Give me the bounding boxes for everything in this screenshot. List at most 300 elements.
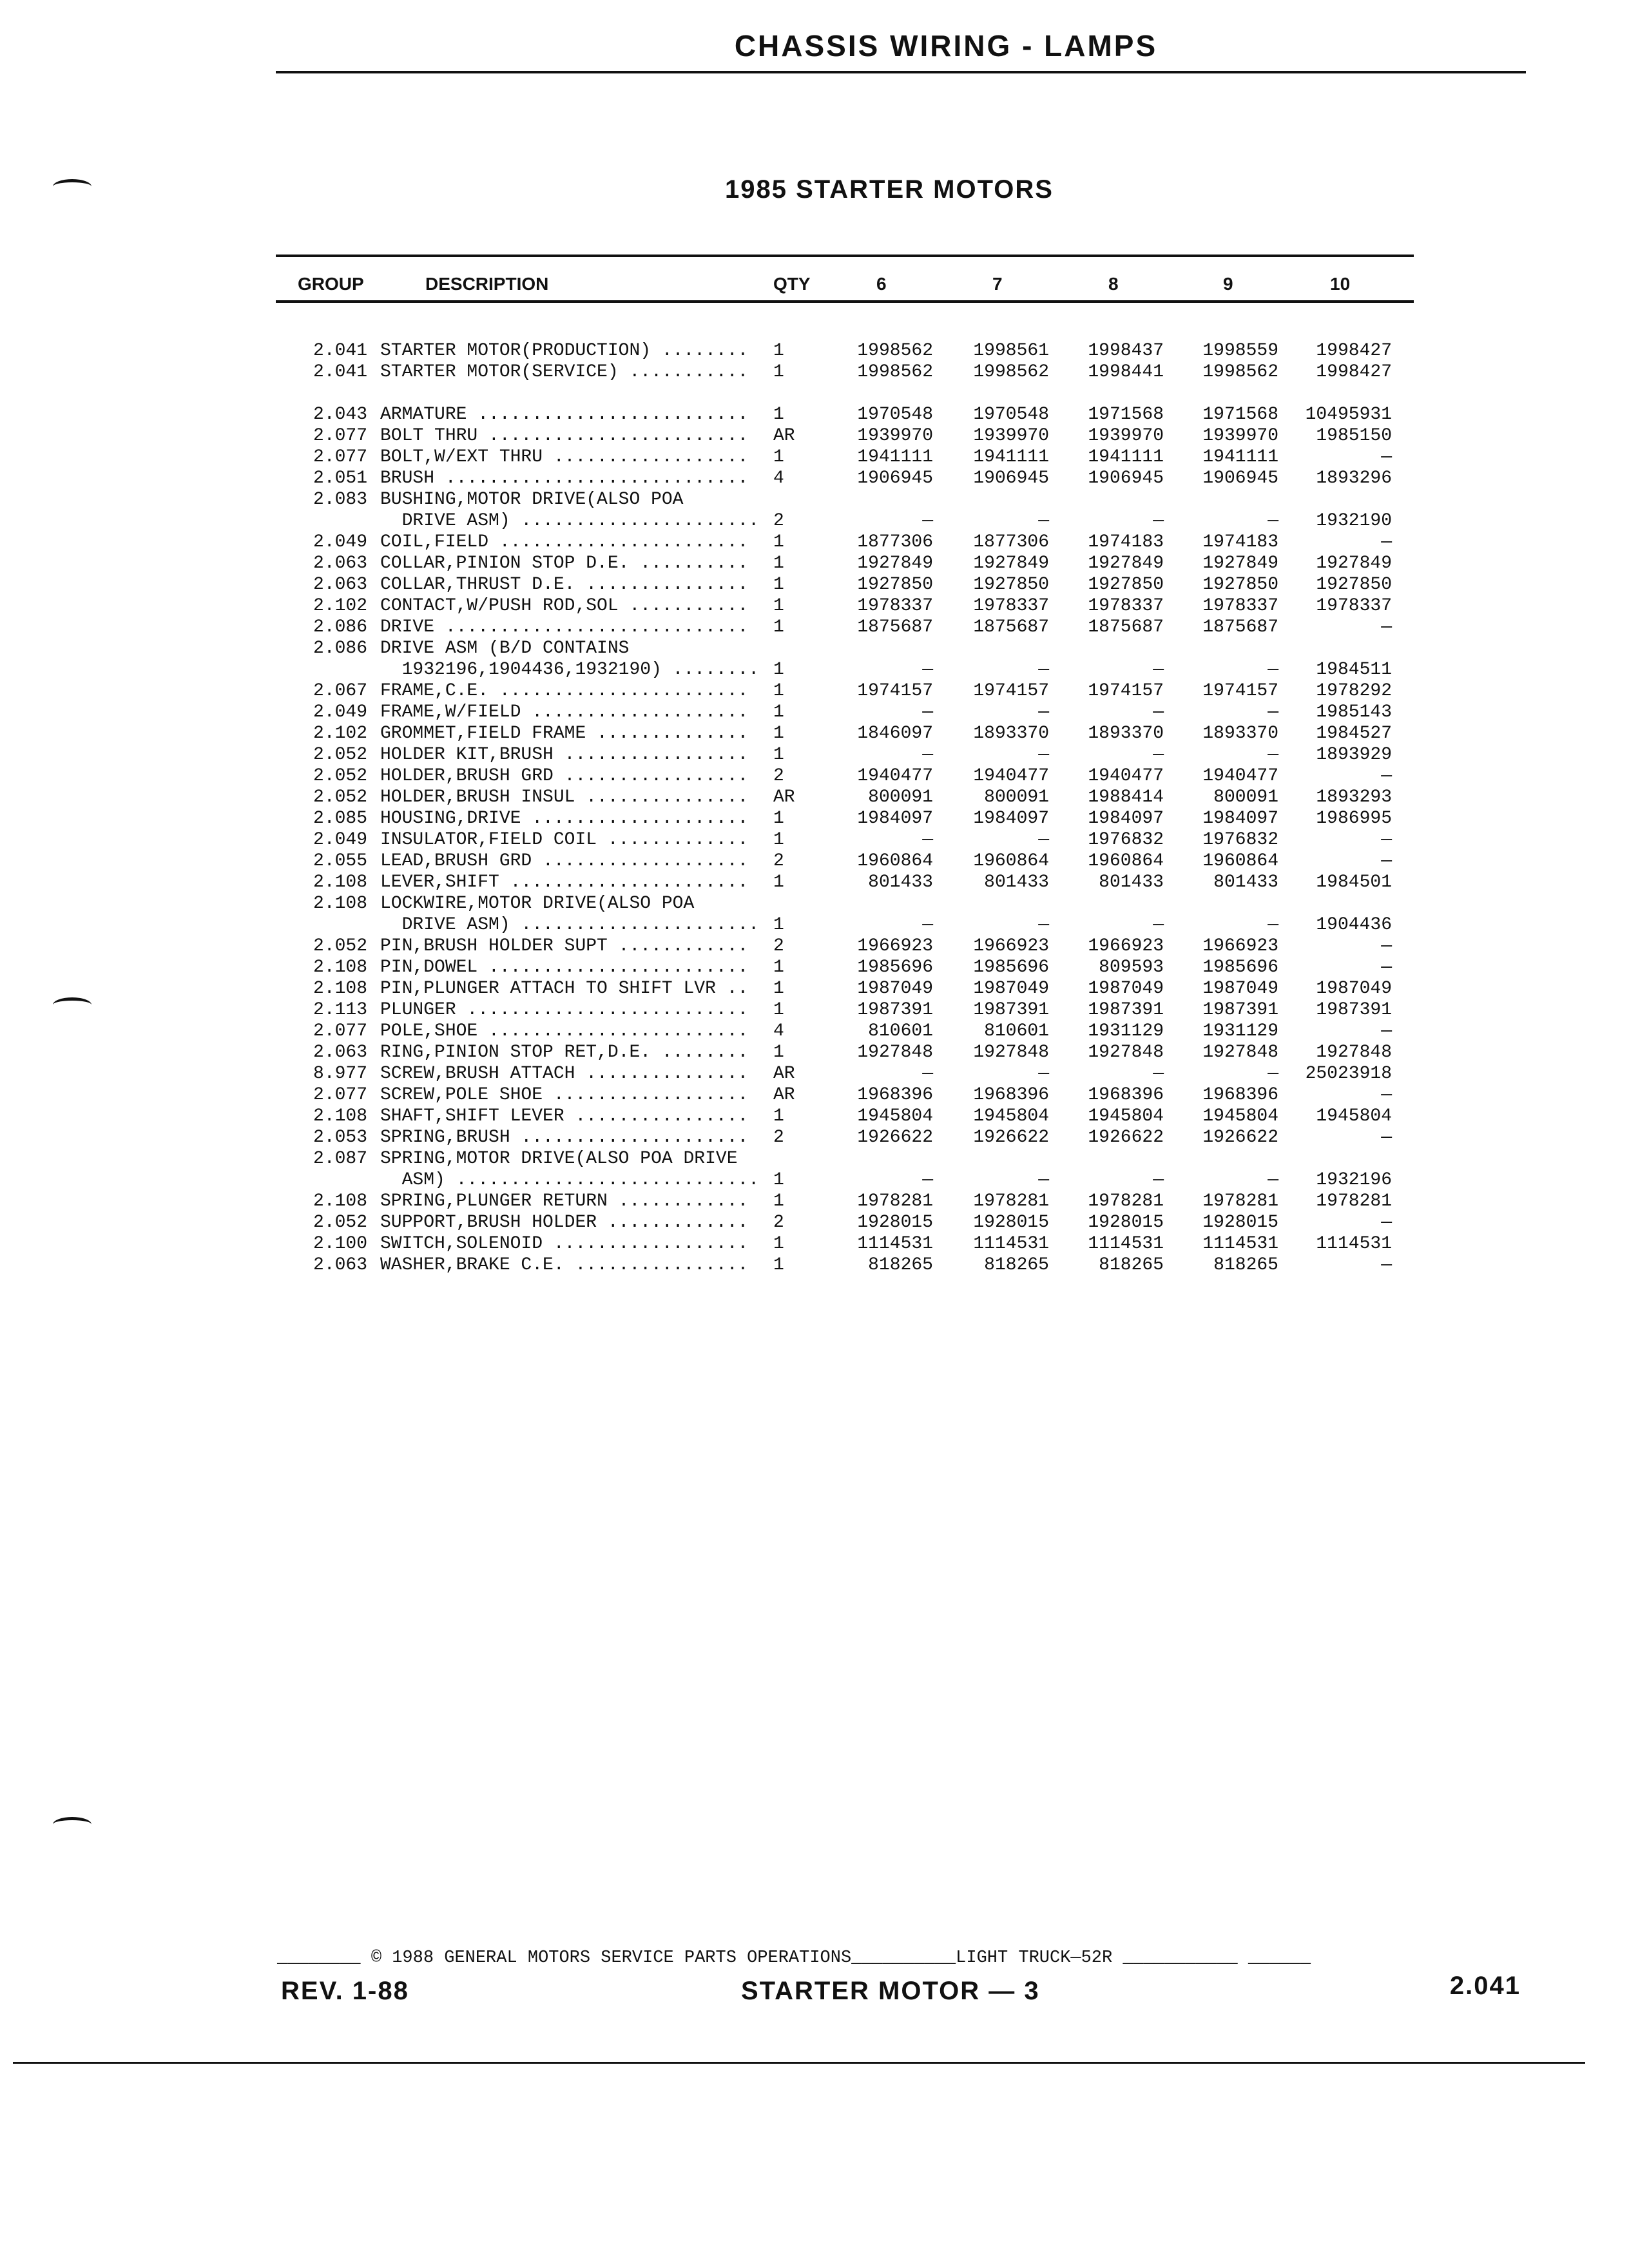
row-value-8: 809593 <box>1099 957 1164 977</box>
row-group: 2.063 <box>313 1043 367 1062</box>
row-description: STARTER MOTOR(SERVICE) ........... <box>380 362 749 382</box>
row-value-9: 1945804 <box>1202 1106 1278 1126</box>
row-group: 2.077 <box>313 447 367 467</box>
row-value-8: 1976832 <box>1088 830 1164 850</box>
row-description: SCREW,POLE SHOE .................. <box>380 1085 749 1105</box>
row-value-6: 1927850 <box>857 575 933 595</box>
row-value-9: 1998559 <box>1202 341 1278 361</box>
row-qty: 1 <box>773 681 784 701</box>
row-description: LOCKWIRE,MOTOR DRIVE(ALSO POA <box>380 894 695 914</box>
table-row <box>0 765 1629 787</box>
row-qty: 1 <box>773 1106 784 1126</box>
table-row <box>0 574 1629 595</box>
row-value-7: 1978281 <box>973 1191 1049 1211</box>
row-description: DRIVE ASM (B/D CONTAINS <box>380 639 630 658</box>
table-row <box>0 638 1629 659</box>
table-row <box>0 1212 1629 1233</box>
row-value-8: 1114531 <box>1088 1234 1164 1254</box>
row-value-10: — <box>1381 766 1392 786</box>
table-row <box>0 999 1629 1021</box>
row-group: 2.087 <box>313 1149 367 1169</box>
column-header-8: 8 <box>1108 274 1119 294</box>
row-value-6: — <box>922 1064 933 1084</box>
row-value-6: 1927849 <box>857 553 933 573</box>
row-value-6: 1970548 <box>857 405 933 425</box>
table-row <box>0 1063 1629 1084</box>
row-value-6: 1114531 <box>857 1234 933 1254</box>
row-value-8: 1978281 <box>1088 1191 1164 1211</box>
row-value-9: — <box>1268 1064 1278 1084</box>
punch-mark <box>53 997 92 1012</box>
row-value-7: 1927848 <box>973 1043 1049 1062</box>
row-group: 2.052 <box>313 936 367 956</box>
row-value-10: 1998427 <box>1316 341 1392 361</box>
row-qty: 1 <box>773 341 784 361</box>
row-value-6: — <box>922 745 933 765</box>
row-value-7: — <box>1038 830 1049 850</box>
row-value-6: 1978337 <box>857 596 933 616</box>
row-value-7: 818265 <box>984 1255 1049 1275</box>
row-description: HOUSING,DRIVE .................... <box>380 809 749 829</box>
row-value-7: 1877306 <box>973 532 1049 552</box>
row-value-10: 1987391 <box>1316 1000 1392 1020</box>
row-value-8: — <box>1153 745 1164 765</box>
row-value-8: 1971568 <box>1088 405 1164 425</box>
row-description: ASM) ............................ <box>380 1170 760 1190</box>
row-value-9: 1875687 <box>1202 617 1278 637</box>
row-value-8: 1927849 <box>1088 553 1164 573</box>
row-qty: 1 <box>773 553 784 573</box>
row-qty: 1 <box>773 745 784 765</box>
row-value-9: 1998562 <box>1202 362 1278 382</box>
revision-label: REV. 1-88 <box>281 1977 409 2005</box>
row-description: DRIVE ASM) ...................... <box>380 915 760 935</box>
row-value-6: 1928015 <box>857 1213 933 1233</box>
row-value-9: 1974157 <box>1202 681 1278 701</box>
row-value-6: 1939970 <box>857 426 933 446</box>
table-row <box>0 936 1629 957</box>
row-value-10: — <box>1381 1085 1392 1105</box>
table-row <box>0 617 1629 638</box>
row-value-10: 1114531 <box>1316 1234 1392 1254</box>
row-value-8: 1945804 <box>1088 1106 1164 1126</box>
row-qty: 1 <box>773 872 784 892</box>
row-value-10: — <box>1381 1128 1392 1148</box>
row-qty: 1 <box>773 1234 784 1254</box>
row-qty: AR <box>773 1064 795 1084</box>
row-value-8: 1928015 <box>1088 1213 1164 1233</box>
row-group: 2.113 <box>313 1000 367 1020</box>
row-value-10: — <box>1381 830 1392 850</box>
row-description: ARMATURE ......................... <box>380 405 749 425</box>
row-description: PIN,PLUNGER ATTACH TO SHIFT LVR .. <box>380 979 749 999</box>
table-row <box>0 787 1629 808</box>
table-row <box>0 468 1629 489</box>
row-group: 2.051 <box>313 468 367 488</box>
row-value-7: 1893370 <box>973 724 1049 744</box>
row-qty: 1 <box>773 1000 784 1020</box>
row-description: SHAFT,SHIFT LEVER ................ <box>380 1106 749 1126</box>
row-value-8: 818265 <box>1099 1255 1164 1275</box>
row-value-10: 1985150 <box>1316 426 1392 446</box>
row-value-9: 1940477 <box>1202 766 1278 786</box>
row-group: 2.049 <box>313 532 367 552</box>
row-qty: 1 <box>773 979 784 999</box>
row-value-7: 1960864 <box>973 851 1049 871</box>
copyright-line: ________ © 1988 GENERAL MOTORS SERVICE PARTS OPERATIONS__________LIGHT TRUCK—52R ___________ ______ <box>277 1948 1311 1968</box>
row-qty: 4 <box>773 468 784 488</box>
row-value-9: 818265 <box>1213 1255 1278 1275</box>
table-row <box>0 447 1629 468</box>
row-value-8: 801433 <box>1099 872 1164 892</box>
table-row <box>0 1254 1629 1276</box>
row-value-7: 1114531 <box>973 1234 1049 1254</box>
row-group: 2.063 <box>313 575 367 595</box>
row-value-9: 1985696 <box>1202 957 1278 977</box>
row-group: 2.108 <box>313 872 367 892</box>
table-row <box>0 723 1629 744</box>
row-value-7: 1945804 <box>973 1106 1049 1126</box>
row-description: PIN,BRUSH HOLDER SUPT ............ <box>380 936 749 956</box>
row-value-7: — <box>1038 660 1049 680</box>
row-value-7: — <box>1038 511 1049 531</box>
row-qty: 2 <box>773 851 784 871</box>
row-value-6: 1927848 <box>857 1043 933 1062</box>
row-value-6: — <box>922 511 933 531</box>
row-value-7: 1987391 <box>973 1000 1049 1020</box>
row-group: 2.102 <box>313 596 367 616</box>
row-value-10: 1986995 <box>1316 809 1392 829</box>
row-group: 2.086 <box>313 639 367 658</box>
row-value-8: 1974157 <box>1088 681 1164 701</box>
row-description: FRAME,W/FIELD .................... <box>380 702 749 722</box>
table-row <box>0 553 1629 574</box>
row-qty: 1 <box>773 447 784 467</box>
table-row <box>0 1021 1629 1042</box>
row-group: 2.077 <box>313 1021 367 1041</box>
row-value-7: 1984097 <box>973 809 1049 829</box>
row-qty: 1 <box>773 809 784 829</box>
row-qty: 1 <box>773 660 784 680</box>
column-header-description: DESCRIPTION <box>425 274 549 294</box>
row-description: SCREW,BRUSH ATTACH ............... <box>380 1064 749 1084</box>
row-qty: 1 <box>773 1170 784 1190</box>
row-value-8: 1998441 <box>1088 362 1164 382</box>
row-group: 2.108 <box>313 1191 367 1211</box>
row-value-10: 1978292 <box>1316 681 1392 701</box>
row-value-6: 1945804 <box>857 1106 933 1126</box>
row-qty: 1 <box>773 724 784 744</box>
row-value-6: 800091 <box>868 787 933 807</box>
row-value-10: 1984511 <box>1316 660 1392 680</box>
row-description: COLLAR,THRUST D.E. ............... <box>380 575 749 595</box>
row-description: LEVER,SHIFT ...................... <box>380 872 749 892</box>
row-group: 2.053 <box>313 1128 367 1148</box>
row-value-7: 1939970 <box>973 426 1049 446</box>
table-row <box>0 978 1629 999</box>
row-value-6: 1960864 <box>857 851 933 871</box>
row-qty: 1 <box>773 405 784 425</box>
row-group: 2.102 <box>313 724 367 744</box>
table-row <box>0 1233 1629 1254</box>
row-description: DRIVE ASM) ...................... <box>380 511 760 531</box>
row-value-10: 1932196 <box>1316 1170 1392 1190</box>
row-description: SUPPORT,BRUSH HOLDER ............. <box>380 1213 749 1233</box>
row-value-9: 1978337 <box>1202 596 1278 616</box>
row-value-8: — <box>1153 511 1164 531</box>
table-row <box>0 1148 1629 1169</box>
row-value-7: 1966923 <box>973 936 1049 956</box>
row-value-9: 1927850 <box>1202 575 1278 595</box>
row-value-10: 1927850 <box>1316 575 1392 595</box>
row-value-8: 1998437 <box>1088 341 1164 361</box>
table-row <box>0 489 1629 510</box>
row-description: 1932196,1904436,1932190) ........ <box>380 660 760 680</box>
row-value-7: 1987049 <box>973 979 1049 999</box>
row-value-9: 1927849 <box>1202 553 1278 573</box>
row-value-6: 818265 <box>868 1255 933 1275</box>
table-row <box>0 361 1629 383</box>
row-value-6: 1984097 <box>857 809 933 829</box>
row-value-7: 1978337 <box>973 596 1049 616</box>
row-group: 2.052 <box>313 766 367 786</box>
row-qty: 2 <box>773 936 784 956</box>
row-group: 2.067 <box>313 681 367 701</box>
row-description: GROMMET,FIELD FRAME .............. <box>380 724 749 744</box>
row-value-9: — <box>1268 702 1278 722</box>
row-group: 2.052 <box>313 745 367 765</box>
row-value-6: — <box>922 830 933 850</box>
row-qty: 1 <box>773 532 784 552</box>
row-value-7: 1928015 <box>973 1213 1049 1233</box>
row-value-8: 1939970 <box>1088 426 1164 446</box>
row-value-8: — <box>1153 1064 1164 1084</box>
row-value-10: — <box>1381 1213 1392 1233</box>
row-group: 2.108 <box>313 1106 367 1126</box>
row-value-7: — <box>1038 1170 1049 1190</box>
row-value-9: 1928015 <box>1202 1213 1278 1233</box>
row-value-9: 1987391 <box>1202 1000 1278 1020</box>
row-value-9: 1906945 <box>1202 468 1278 488</box>
row-value-10: 1978281 <box>1316 1191 1392 1211</box>
table-row <box>0 914 1629 936</box>
row-value-10: — <box>1381 447 1392 467</box>
row-value-8: 1966923 <box>1088 936 1164 956</box>
row-value-6: 1987391 <box>857 1000 933 1020</box>
row-value-9: 1971568 <box>1202 405 1278 425</box>
row-value-6: 1926622 <box>857 1128 933 1148</box>
column-header-10: 10 <box>1330 274 1351 294</box>
row-value-10: 1904436 <box>1316 915 1392 935</box>
row-value-6: 1998562 <box>857 341 933 361</box>
table-row <box>0 510 1629 532</box>
row-group: 8.977 <box>313 1064 367 1084</box>
row-group: 2.055 <box>313 851 367 871</box>
column-header-7: 7 <box>992 274 1003 294</box>
row-value-9: 801433 <box>1213 872 1278 892</box>
row-description: PIN,DOWEL ........................ <box>380 957 749 977</box>
row-value-9: 1976832 <box>1202 830 1278 850</box>
row-group: 2.049 <box>313 702 367 722</box>
row-value-6: 1985696 <box>857 957 933 977</box>
row-value-8: — <box>1153 702 1164 722</box>
row-value-7: — <box>1038 1064 1049 1084</box>
row-value-7: 1941111 <box>973 447 1049 467</box>
row-value-6: 801433 <box>868 872 933 892</box>
row-qty: 1 <box>773 1043 784 1062</box>
table-row <box>0 829 1629 850</box>
parts-table-body <box>0 340 1629 1276</box>
row-value-6: 1998562 <box>857 362 933 382</box>
row-qty: AR <box>773 426 795 446</box>
row-value-10: — <box>1381 532 1392 552</box>
row-qty: AR <box>773 1085 795 1105</box>
table-header-rule <box>276 300 1414 303</box>
row-group: 2.052 <box>313 787 367 807</box>
table-row <box>0 340 1629 361</box>
row-qty: 1 <box>773 702 784 722</box>
row-group: 2.086 <box>313 617 367 637</box>
row-group: 2.063 <box>313 553 367 573</box>
row-qty: 1 <box>773 1191 784 1211</box>
row-description: CONTACT,W/PUSH ROD,SOL ........... <box>380 596 749 616</box>
row-value-8: 1927848 <box>1088 1043 1164 1062</box>
row-value-7: 1927850 <box>973 575 1049 595</box>
row-group: 2.041 <box>313 362 367 382</box>
row-value-10: 1987049 <box>1316 979 1392 999</box>
row-value-10: 1893293 <box>1316 787 1392 807</box>
punch-mark <box>53 1817 92 1832</box>
row-group: 2.043 <box>313 405 367 425</box>
table-row <box>0 872 1629 893</box>
row-description: WASHER,BRAKE C.E. ................ <box>380 1255 749 1275</box>
row-qty: 2 <box>773 511 784 531</box>
row-value-8: — <box>1153 660 1164 680</box>
row-value-9: — <box>1268 745 1278 765</box>
table-row <box>0 1084 1629 1106</box>
row-value-6: 1966923 <box>857 936 933 956</box>
row-description: STARTER MOTOR(PRODUCTION) ........ <box>380 341 749 361</box>
row-qty: 1 <box>773 1255 784 1275</box>
row-value-10: — <box>1381 1021 1392 1041</box>
row-value-7: 1968396 <box>973 1085 1049 1105</box>
row-value-9: 1978281 <box>1202 1191 1278 1211</box>
row-value-6: — <box>922 1170 933 1190</box>
row-description: COIL,FIELD ....................... <box>380 532 749 552</box>
row-description: LEAD,BRUSH GRD ................... <box>380 851 749 871</box>
row-group: 2.083 <box>313 490 367 510</box>
row-value-7: 1906945 <box>973 468 1049 488</box>
column-header-6: 6 <box>876 274 887 294</box>
row-value-6: 810601 <box>868 1021 933 1041</box>
row-value-9: 1941111 <box>1202 447 1278 467</box>
table-row <box>0 1169 1629 1191</box>
row-value-6: 1940477 <box>857 766 933 786</box>
table-row <box>0 595 1629 617</box>
row-description: POLE,SHOE ........................ <box>380 1021 749 1041</box>
row-value-8: 1906945 <box>1088 468 1164 488</box>
row-description: BRUSH ............................ <box>380 468 749 488</box>
row-qty: 1 <box>773 830 784 850</box>
row-qty: 2 <box>773 1128 784 1148</box>
row-value-10: — <box>1381 851 1392 871</box>
row-value-6: 1978281 <box>857 1191 933 1211</box>
row-value-8: 1974183 <box>1088 532 1164 552</box>
row-qty: 1 <box>773 575 784 595</box>
row-value-7: 1970548 <box>973 405 1049 425</box>
table-row <box>0 744 1629 765</box>
row-qty: 4 <box>773 1021 784 1041</box>
row-value-10: 1985143 <box>1316 702 1392 722</box>
row-description: FRAME,C.E. ....................... <box>380 681 749 701</box>
row-value-6: 1906945 <box>857 468 933 488</box>
row-value-10: — <box>1381 936 1392 956</box>
row-description: COLLAR,PINION STOP D.E. .......... <box>380 553 749 573</box>
row-value-6: — <box>922 915 933 935</box>
row-value-7: 1926622 <box>973 1128 1049 1148</box>
row-description: SPRING,PLUNGER RETURN ............ <box>380 1191 749 1211</box>
row-value-9: 1968396 <box>1202 1085 1278 1105</box>
row-qty: 1 <box>773 957 784 977</box>
row-description: HOLDER KIT,BRUSH ................. <box>380 745 749 765</box>
table-row <box>0 1191 1629 1212</box>
column-header-qty: QTY <box>773 274 811 294</box>
row-value-8: 1960864 <box>1088 851 1164 871</box>
row-value-6: 1941111 <box>857 447 933 467</box>
row-value-6: 1875687 <box>857 617 933 637</box>
row-value-10: — <box>1381 617 1392 637</box>
row-group: 2.077 <box>313 426 367 446</box>
row-value-10: 1998427 <box>1316 362 1392 382</box>
row-value-8: 1940477 <box>1088 766 1164 786</box>
row-value-6: 1877306 <box>857 532 933 552</box>
row-value-10: — <box>1381 1255 1392 1275</box>
row-value-7: 1974157 <box>973 681 1049 701</box>
row-value-8: — <box>1153 915 1164 935</box>
row-group: 2.085 <box>313 809 367 829</box>
row-value-9: 1974183 <box>1202 532 1278 552</box>
row-qty: 1 <box>773 362 784 382</box>
table-row <box>0 702 1629 723</box>
row-description: SPRING,BRUSH ..................... <box>380 1128 749 1148</box>
row-group: 2.049 <box>313 830 367 850</box>
row-description: INSULATOR,FIELD COIL ............. <box>380 830 749 850</box>
row-value-10: 1893296 <box>1316 468 1392 488</box>
row-qty: 1 <box>773 617 784 637</box>
row-group: 2.077 <box>313 1085 367 1105</box>
row-value-9: 1966923 <box>1202 936 1278 956</box>
row-value-7: 1985696 <box>973 957 1049 977</box>
table-row <box>0 808 1629 829</box>
bottom-rule <box>13 2062 1585 2064</box>
row-description: SPRING,MOTOR DRIVE(ALSO POA DRIVE <box>380 1149 738 1169</box>
column-header-group: GROUP <box>298 274 364 294</box>
row-value-8: 1968396 <box>1088 1085 1164 1105</box>
row-description: SWITCH,SOLENOID .................. <box>380 1234 749 1254</box>
row-value-7: 801433 <box>984 872 1049 892</box>
row-value-8: 1984097 <box>1088 809 1164 829</box>
row-value-10: 1893929 <box>1316 745 1392 765</box>
section-title: 1985 STARTER MOTORS <box>725 175 1054 204</box>
row-description: DRIVE ............................ <box>380 617 749 637</box>
row-value-9: 1939970 <box>1202 426 1278 446</box>
row-value-9: — <box>1268 915 1278 935</box>
table-row <box>0 680 1629 702</box>
row-value-8: 1927850 <box>1088 575 1164 595</box>
row-value-8: — <box>1153 1170 1164 1190</box>
punch-mark <box>53 179 92 194</box>
table-row <box>0 1042 1629 1063</box>
